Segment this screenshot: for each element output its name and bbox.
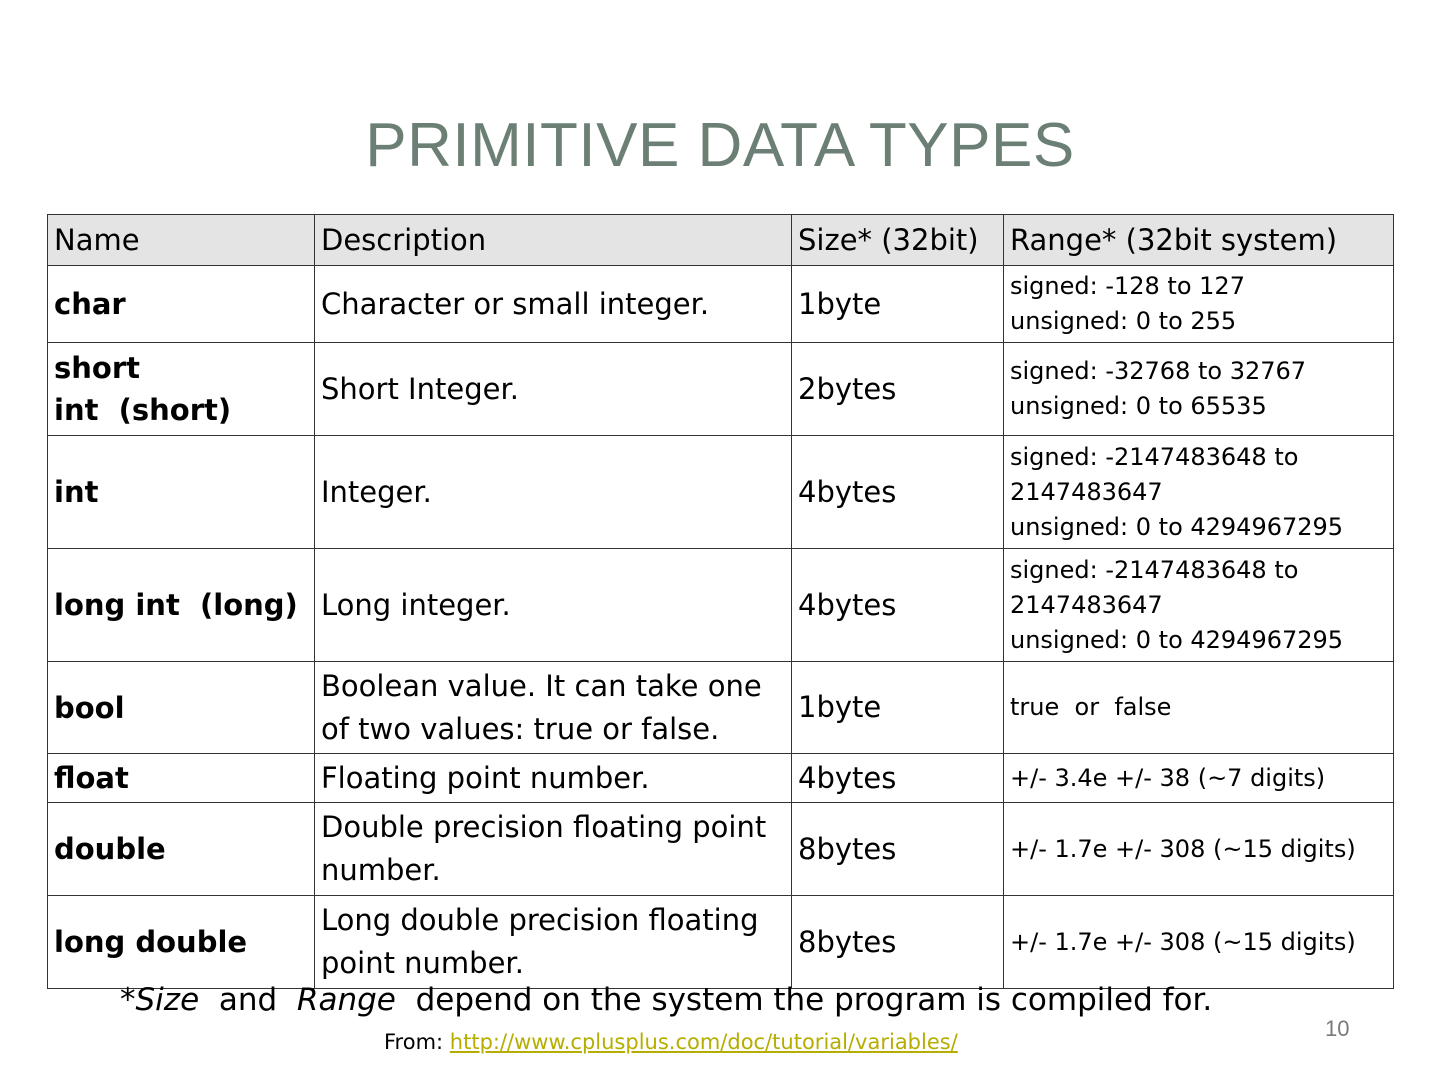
type-name: bool [54,690,125,725]
header-size: Size* (32bit) [792,215,1004,266]
size-cell: 8bytes [792,803,1004,896]
description-cell [315,754,792,803]
range-line: signed: -2147483648 to [1010,555,1299,584]
size-cell: 4bytes [792,754,1004,803]
range-line: unsigned: 0 to 255 [1010,307,1237,335]
table-row [48,549,1394,662]
footnote-rest: depend on the system the program is compiled for. [415,982,1213,1018]
description-text: Floating point number. [321,760,650,795]
description-text: of two values: true or false. [321,711,720,746]
description-text: Long integer. [321,587,511,622]
primitive-types-table [47,214,1394,989]
description-cell [315,549,792,662]
type-name-cell [48,803,315,896]
type-name: long int (long) [54,588,298,622]
type-name: long double [54,925,248,959]
range-line: unsigned: 0 to 4294967295 [1010,625,1344,654]
range-cell [1004,266,1394,343]
size-cell: 1byte [792,662,1004,754]
type-name-cell [48,549,315,662]
range-line: 2147483647 [1010,590,1163,619]
description-text: point number. [321,946,524,980]
description-cell [315,896,792,989]
range-cell [1004,343,1394,436]
footnote-range-word: Range [296,982,396,1018]
footnote [120,982,1212,1018]
type-name: int [54,475,99,509]
page-number: 10 [1325,1016,1350,1041]
type-name: char [54,287,126,321]
range-line: signed: -128 to 127 [1010,272,1245,300]
type-name-cell [48,266,315,343]
description-cell [315,436,792,549]
type-name: short [54,351,140,385]
range-line: +/- 3.4e +/- 38 (~7 digits) [1010,763,1326,792]
source-line [384,1030,958,1054]
size-cell: 1byte [792,266,1004,343]
range-line: true or false [1010,693,1172,721]
description-text: Integer. [321,474,432,509]
header-name: Name [48,215,315,266]
range-cell [1004,803,1394,896]
description-text: Boolean value. It can take one [321,668,762,703]
range-cell [1004,549,1394,662]
source-link[interactable]: http://www.cplusplus.com/doc/tutorial/variables/ [449,1030,958,1054]
description-cell [315,803,792,896]
source-prefix: From: [384,1030,444,1054]
type-name-cell [48,754,315,803]
description-text: Long double precision floating [321,903,759,937]
footnote-and-word: and [218,982,278,1018]
type-name: double [54,832,166,866]
type-name: int (short) [54,393,232,427]
description-cell [315,343,792,436]
table-row [48,803,1394,896]
table-row [48,662,1394,754]
range-line: unsigned: 0 to 4294967295 [1010,512,1344,541]
table-row [48,754,1394,803]
range-cell [1004,896,1394,989]
table-row [48,896,1394,989]
header-description: Description [315,215,792,266]
description-cell [315,266,792,343]
description-text: Character or small integer. [321,286,710,321]
type-name-cell [48,343,315,436]
description-cell [315,662,792,754]
size-cell: 2bytes [792,343,1004,436]
description-text: Short Integer. [321,371,519,406]
type-name-cell [48,896,315,989]
range-cell [1004,436,1394,549]
size-cell: 8bytes [792,896,1004,989]
slide-title: PRIMITIVE DATA TYPES [365,111,1075,180]
range-line: +/- 1.7e +/- 308 (~15 digits) [1010,927,1356,956]
range-cell [1004,754,1394,803]
table-row [48,266,1394,343]
range-line: signed: -2147483648 to [1010,442,1299,471]
range-line: unsigned: 0 to 65535 [1010,392,1267,420]
table-row [48,343,1394,436]
range-cell [1004,662,1394,754]
description-text: number. [321,853,441,887]
type-name-cell [48,662,315,754]
range-line: +/- 1.7e +/- 308 (~15 digits) [1010,834,1356,863]
range-line: 2147483647 [1010,477,1163,506]
type-name-cell [48,436,315,549]
footnote-size-word: *Size [120,982,200,1018]
type-name: float [54,761,129,795]
table-row [48,436,1394,549]
range-line: signed: -32768 to 32767 [1010,357,1307,385]
header-range: Range* (32bit system) [1004,215,1394,266]
table-header-row [48,215,1394,266]
size-cell: 4bytes [792,436,1004,549]
size-cell: 4bytes [792,549,1004,662]
description-text: Double precision floating point [321,810,767,844]
